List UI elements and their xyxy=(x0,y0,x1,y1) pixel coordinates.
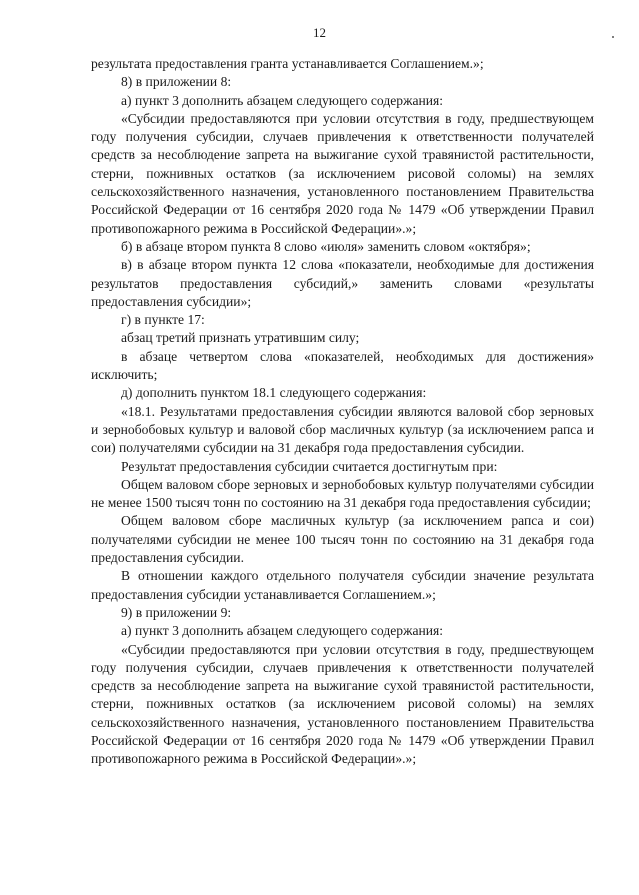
paragraph: в) в абзаце втором пункта 12 слова «показатели, необходимые для достижения результатов предоставления субсидий,» заменить словами «результаты предоставления субсидии»; xyxy=(91,257,594,309)
paragraph: 8) в приложении 8: xyxy=(121,74,232,90)
paragraph: В отношении каждого отдельного получателя субсидии значение результата предоставления субсидии устанавливается Соглашением.»; xyxy=(91,568,594,602)
paragraph: г) в пункте 17: xyxy=(121,312,205,328)
paragraph: абзац третий признать утратившим силу; xyxy=(121,330,360,346)
paragraph: Общем валовом сборе зерновых и зернобобовых культур получателями субсидии не менее 1500 тысяч тонн по состоянию на 31 декабря года предоставления субсидии; xyxy=(91,476,594,511)
paragraph: «18.1. Результатами предоставления субсидии являются валовой сбор зерновых и зернобобовых культур и валовой сбор масличных культур (за исключением рапса и сои) получателями субсидии на 31 декабря года предоставления субсидии. xyxy=(91,403,594,456)
paragraph: в абзаце четвертом слова «показателей, необходимых для достижения» исключить; xyxy=(91,348,594,383)
paragraph: 9) в приложении 9: xyxy=(121,604,232,620)
paragraph: а) пункт 3 дополнить абзацем следующего содержания: xyxy=(121,92,444,108)
scan-dot-mark xyxy=(612,36,614,38)
paragraph: Результат предоставления субсидии считается достигнутым при: xyxy=(121,458,498,474)
paragraph: д) дополнить пунктом 18.1 следующего содержания: xyxy=(121,385,427,401)
paragraph: результата предоставления гранта устанавливается Соглашением.»; xyxy=(91,56,484,71)
paragraph: а) пункт 3 дополнить абзацем следующего содержания: xyxy=(121,623,444,639)
paragraph: б) в абзаце втором пункта 8 слово «июля» заменить словом «октября»; xyxy=(121,238,531,254)
page-number: 12 xyxy=(313,25,326,40)
paragraph: «Субсидии предоставляются при условии отсутствия в году, предшествующем году получения субсидии, случаев привлечения к ответственности получателей средств за несоблюдение запрета на выжигание сухой травянистой растительности, стерни, пожнивных остатков (за исключением рисовой соломы) на землях сельскохозяйственного назначения, установленного постановлением Правительства Российской Федерации от 16 сентября 2020 года № 1479 «Об утверждении Правил противопожарного режима в Российской Федерации».»; xyxy=(91,641,594,767)
paragraph: «Субсидии предоставляются при условии отсутствия в году, предшествующем году получения субсидии, случаев привлечения к ответственности получателей средств за несоблюдение запрета на выжигание сухой травянистой растительности, стерни, пожнивных остатков (за исключением рисовой соломы) на землях сельскохозяйственного назначения, установленного постановлением Правительства Российской Федерации от 16 сентября 2020 года № 1479 «Об утверждении Правил противопожарного режима в Российской Федерации».»; xyxy=(91,110,594,236)
paragraph: Общем валовом сборе масличных культур (за исключением рапса и сои) получателями субсидии не менее 100 тысяч тонн по состоянию на 31 декабря года предоставления субсидии. xyxy=(91,513,594,566)
document-body xyxy=(91,55,594,769)
